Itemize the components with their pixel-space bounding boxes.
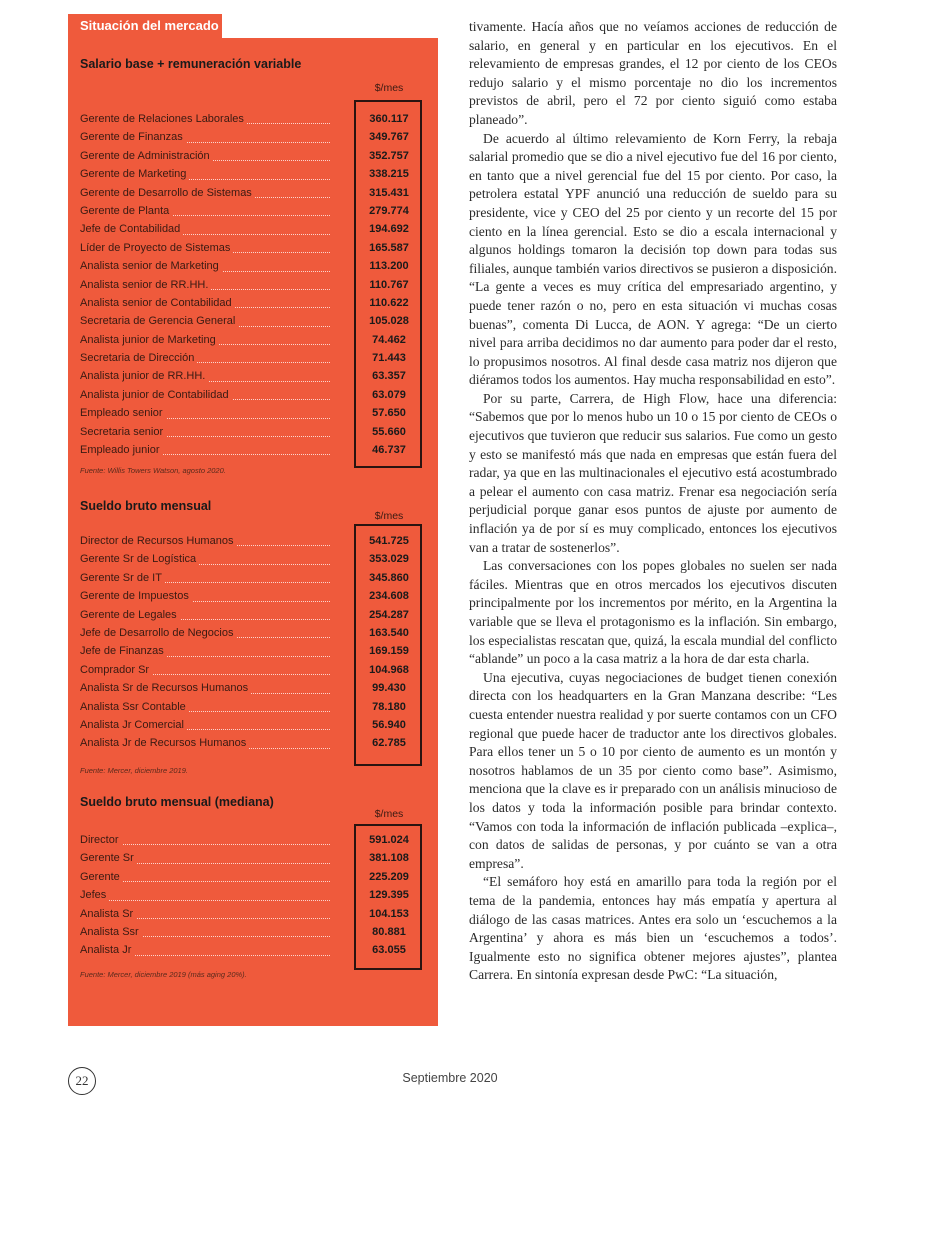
leader-dots	[80, 900, 330, 901]
row-value: 165.587	[369, 241, 409, 254]
table-row	[80, 550, 426, 568]
row-label: Gerente de Marketing	[80, 165, 189, 183]
row-value: 194.692	[369, 223, 409, 236]
row-value: 225.209	[369, 870, 409, 883]
row-label: Director	[80, 831, 122, 849]
row-value: 381.108	[369, 852, 409, 865]
row-label: Comprador Sr	[80, 661, 152, 679]
row-value: 129.395	[369, 889, 409, 902]
row-value: 63.079	[372, 388, 406, 401]
row-value: 99.430	[372, 682, 406, 695]
row-label: Analista Ssr	[80, 923, 142, 941]
table-row	[80, 349, 426, 367]
row-label: Gerente de Finanzas	[80, 128, 186, 146]
paragraph: tivamente. Hacía años que no veíamos acciones de reducción de salario, en general y en particular en los ejecutivos. En el relevamiento de empresas grandes, el 12 por ciento de los CEOs redujo salario y el mismo porcentaje no dio los incrementos previstos de abril, pero el 72 por ciento siguió como estaba planeado”.	[469, 19, 837, 127]
row-label: Secretaria senior	[80, 423, 166, 441]
row-label: Analista Jr Comercial	[80, 716, 187, 734]
table-row	[80, 110, 426, 128]
row-value: 113.200	[369, 260, 409, 273]
row-value: 80.881	[372, 925, 406, 938]
row-label: Secretaria de Gerencia General	[80, 312, 238, 330]
row-label: Empleado senior	[80, 404, 166, 422]
table-row	[80, 423, 426, 441]
table-row	[80, 734, 426, 752]
table-row	[80, 202, 426, 220]
unit-label: $/mes	[374, 510, 404, 522]
row-value: 279.774	[369, 204, 409, 217]
table-row	[80, 404, 426, 422]
table-row	[80, 868, 426, 886]
table-row	[80, 294, 426, 312]
row-value: 352.757	[369, 149, 409, 162]
row-value: 63.055	[372, 944, 406, 957]
table-row	[80, 642, 426, 660]
paragraph: De acuerdo al último relevamiento de Korn Ferry, la rebaja salarial promedio que se dio a nivel ejecutivo fue del 16 por ciento, en tanto que a nivel gerencial fue del 15 por ciento. Por caso, la petrolera estatal YPF anunció una reducción de sueldo para su presidente, vice y CEO del 25 por ciento y un recorte del 15 por ciento en la línea gerencial. Esto se dio a escala internacional y algunos holdings tomaron la decisión top down para todas sus filiales, aunque también varios directivos se pusieron a disposición. “La gente a veces es muy crítica del empresariado argentino, y puede tener razón o no, pero en esta situación vi muchas cosas buenas”, comenta Di Lucca, de AON. Y agrega: “De un cierto nivel para arriba decidimos no dar aumento para poder dar el resto, lo propusimos nosotros. Al final desde casa matriz nos dijeron que diéramos todos los aumentos. Hay mucha responsabilidad en esto”.	[469, 130, 837, 388]
row-value: 74.462	[372, 333, 406, 346]
row-label: Analista senior de Contabilidad	[80, 294, 235, 312]
table-row	[80, 905, 426, 923]
row-value: 338.215	[369, 168, 409, 181]
table-row	[80, 239, 426, 257]
row-label: Jefe de Desarrollo de Negocios	[80, 624, 236, 642]
row-value: 234.608	[369, 590, 409, 603]
paragraph: Las conversaciones con los popes globales no suelen ser nada fáciles. Mientras que en otros mercados los ejecutivos discuten principalmente por los incrementos por mérito, en la Argentina la variable que se lleva el protagonismo es la inflación. Sin embargo, los especialistas rescatan que, quizá, la escala mundial del conflicto “ablande” un poco a la casa matriz a la hora de dar esta charla.	[469, 558, 837, 667]
row-value: 78.180	[372, 700, 406, 713]
unit-label: $/mes	[374, 808, 404, 820]
page-number: 22	[68, 1067, 96, 1095]
table-row	[80, 367, 426, 385]
row-value: 56.940	[372, 718, 406, 731]
footer-date: Septiembre 2020	[402, 1071, 498, 1085]
paragraph: Una ejecutiva, cuyas negociaciones de budget tienen conexión directa con los headquarters en la Gran Manzana describe: “Les cuesta entender nuestra realidad y por suerte contamos con un CFO regional que puede hacer de traductor ante los directivos globales. Para ellos tener un 5 o 10 por ciento de aumento es un montón y nosotros hablamos de un 35 por ciento como base”. Asimismo, menciona que la clave es ir preparado con un análisis minucioso de los datos y toda la información posible para brindar contexto. “Vamos con toda la información de inflación publicada –explica–, con datos de salidas de personas, y por cuánto se van a otra empresa”.	[469, 669, 837, 871]
table-row	[80, 386, 426, 404]
row-label: Analista Sr	[80, 905, 136, 923]
table-row	[80, 606, 426, 624]
table-row	[80, 257, 426, 275]
table-row	[80, 312, 426, 330]
salary-table-3	[80, 792, 426, 979]
row-value: 104.968	[369, 663, 409, 676]
row-label: Gerente de Relaciones Laborales	[80, 110, 247, 128]
table-rows	[80, 532, 426, 753]
row-label: Gerente de Impuestos	[80, 587, 192, 605]
row-value: 104.153	[369, 907, 409, 920]
row-value: 63.357	[372, 370, 406, 383]
row-value: 55.660	[372, 425, 406, 438]
row-label: Gerente de Legales	[80, 606, 180, 624]
table-row	[80, 331, 426, 349]
row-value: 360.117	[369, 112, 409, 125]
row-label: Gerente Sr de IT	[80, 569, 165, 587]
table-source: Fuente: Mercer, diciembre 2019 (más aging 20%).	[80, 970, 247, 979]
table-row	[80, 941, 426, 959]
row-label: Gerente de Desarrollo de Sistemas	[80, 184, 255, 202]
row-value: 353.029	[369, 553, 409, 566]
table-row	[80, 923, 426, 941]
table-row	[80, 128, 426, 146]
table-source: Fuente: Mercer, diciembre 2019.	[80, 766, 188, 775]
section-tag: Situación del mercado	[68, 14, 222, 38]
table-row	[80, 679, 426, 697]
table-row	[80, 886, 426, 904]
row-label: Analista junior de RR.HH.	[80, 367, 208, 385]
row-label: Gerente de Planta	[80, 202, 172, 220]
table-row	[80, 624, 426, 642]
row-value: 591.024	[369, 833, 409, 846]
row-value: 345.860	[369, 571, 409, 584]
table-row	[80, 184, 426, 202]
table-rows	[80, 110, 426, 459]
table-row	[80, 831, 426, 849]
row-label: Director de Recursos Humanos	[80, 532, 236, 550]
table-row	[80, 276, 426, 294]
table-row	[80, 587, 426, 605]
article-body	[469, 18, 837, 985]
row-label: Analista junior de Marketing	[80, 331, 219, 349]
row-value: 169.159	[369, 645, 409, 658]
row-label: Gerente	[80, 868, 123, 886]
salary-table-1	[80, 54, 426, 475]
salary-table-2	[80, 496, 426, 775]
table-title: Salario base + remuneración variable	[80, 57, 302, 71]
row-label: Jefe de Finanzas	[80, 642, 167, 660]
salary-sidebar	[68, 38, 438, 1026]
table-rows	[80, 831, 426, 960]
table-row	[80, 441, 426, 459]
table-row	[80, 849, 426, 867]
row-value: 71.443	[372, 352, 406, 365]
row-label: Gerente Sr de Logística	[80, 550, 199, 568]
row-value: 110.622	[369, 296, 409, 309]
row-label: Gerente de Administración	[80, 147, 213, 165]
table-row	[80, 569, 426, 587]
table-row	[80, 165, 426, 183]
row-value: 57.650	[372, 407, 406, 420]
row-value: 105.028	[369, 315, 409, 328]
table-row	[80, 698, 426, 716]
row-value: 349.767	[369, 131, 409, 144]
row-value: 254.287	[369, 608, 409, 621]
row-label: Analista Jr	[80, 941, 134, 959]
table-source: Fuente: Willis Towers Watson, agosto 2020.	[80, 466, 226, 475]
row-label: Analista Ssr Contable	[80, 698, 189, 716]
row-label: Analista Sr de Recursos Humanos	[80, 679, 251, 697]
table-row	[80, 220, 426, 238]
table-row	[80, 532, 426, 550]
paragraph: “El semáforo hoy está en amarillo para toda la región por el tema de la pandemia, entonces hay más empatía y apertura al diálogo de las casas matrices. Antes era solo un ‘escuchemos a la Argentina’ y ahora es más bien un ‘escuchemos a todos’. Igualmente esto no significa obtener mejores ajustes”, plantea Carrera. En sintonía expresan desde PwC: “La situación,	[469, 874, 837, 983]
table-title: Sueldo bruto mensual	[80, 499, 212, 513]
row-label: Analista junior de Contabilidad	[80, 386, 232, 404]
row-label: Jefe de Contabilidad	[80, 220, 183, 238]
table-row	[80, 147, 426, 165]
table-row	[80, 661, 426, 679]
row-label: Líder de Proyecto de Sistemas	[80, 239, 233, 257]
row-label: Analista senior de Marketing	[80, 257, 222, 275]
row-value: 315.431	[369, 186, 409, 199]
row-value: 46.737	[372, 444, 406, 457]
row-value: 110.767	[369, 278, 409, 291]
row-label: Analista senior de RR.HH.	[80, 276, 211, 294]
row-label: Analista Jr de Recursos Humanos	[80, 734, 249, 752]
table-row	[80, 716, 426, 734]
row-value: 541.725	[369, 534, 409, 547]
row-label: Secretaria de Dirección	[80, 349, 197, 367]
paragraph: Por su parte, Carrera, de High Flow, hace una diferencia: “Sabemos que por lo menos hubo un 10 o 15 por ciento de CEOs o ejecutivos que tuvieron que reducir sus salarios. Fue como un gesto y esto se manifestó más que nada en empresas que están fuera del radar, ya que en las multinacionales el ejecutivo está acostumbrado a pelear el aumento con casa matriz. Frenar esa negociación sería perjudicial porque ganar esos puntos de ajuste por aumento de inflación ya de por sí es muy complicado, entonces los ejecutivos van a tratar de sostenerlos”.	[469, 390, 837, 555]
unit-label: $/mes	[374, 82, 404, 94]
row-value: 62.785	[372, 737, 406, 750]
row-value: 163.540	[369, 626, 409, 639]
row-label: Jefes	[80, 886, 109, 904]
row-label: Empleado junior	[80, 441, 163, 459]
row-label: Gerente Sr	[80, 849, 137, 867]
table-title: Sueldo bruto mensual (mediana)	[80, 795, 274, 809]
